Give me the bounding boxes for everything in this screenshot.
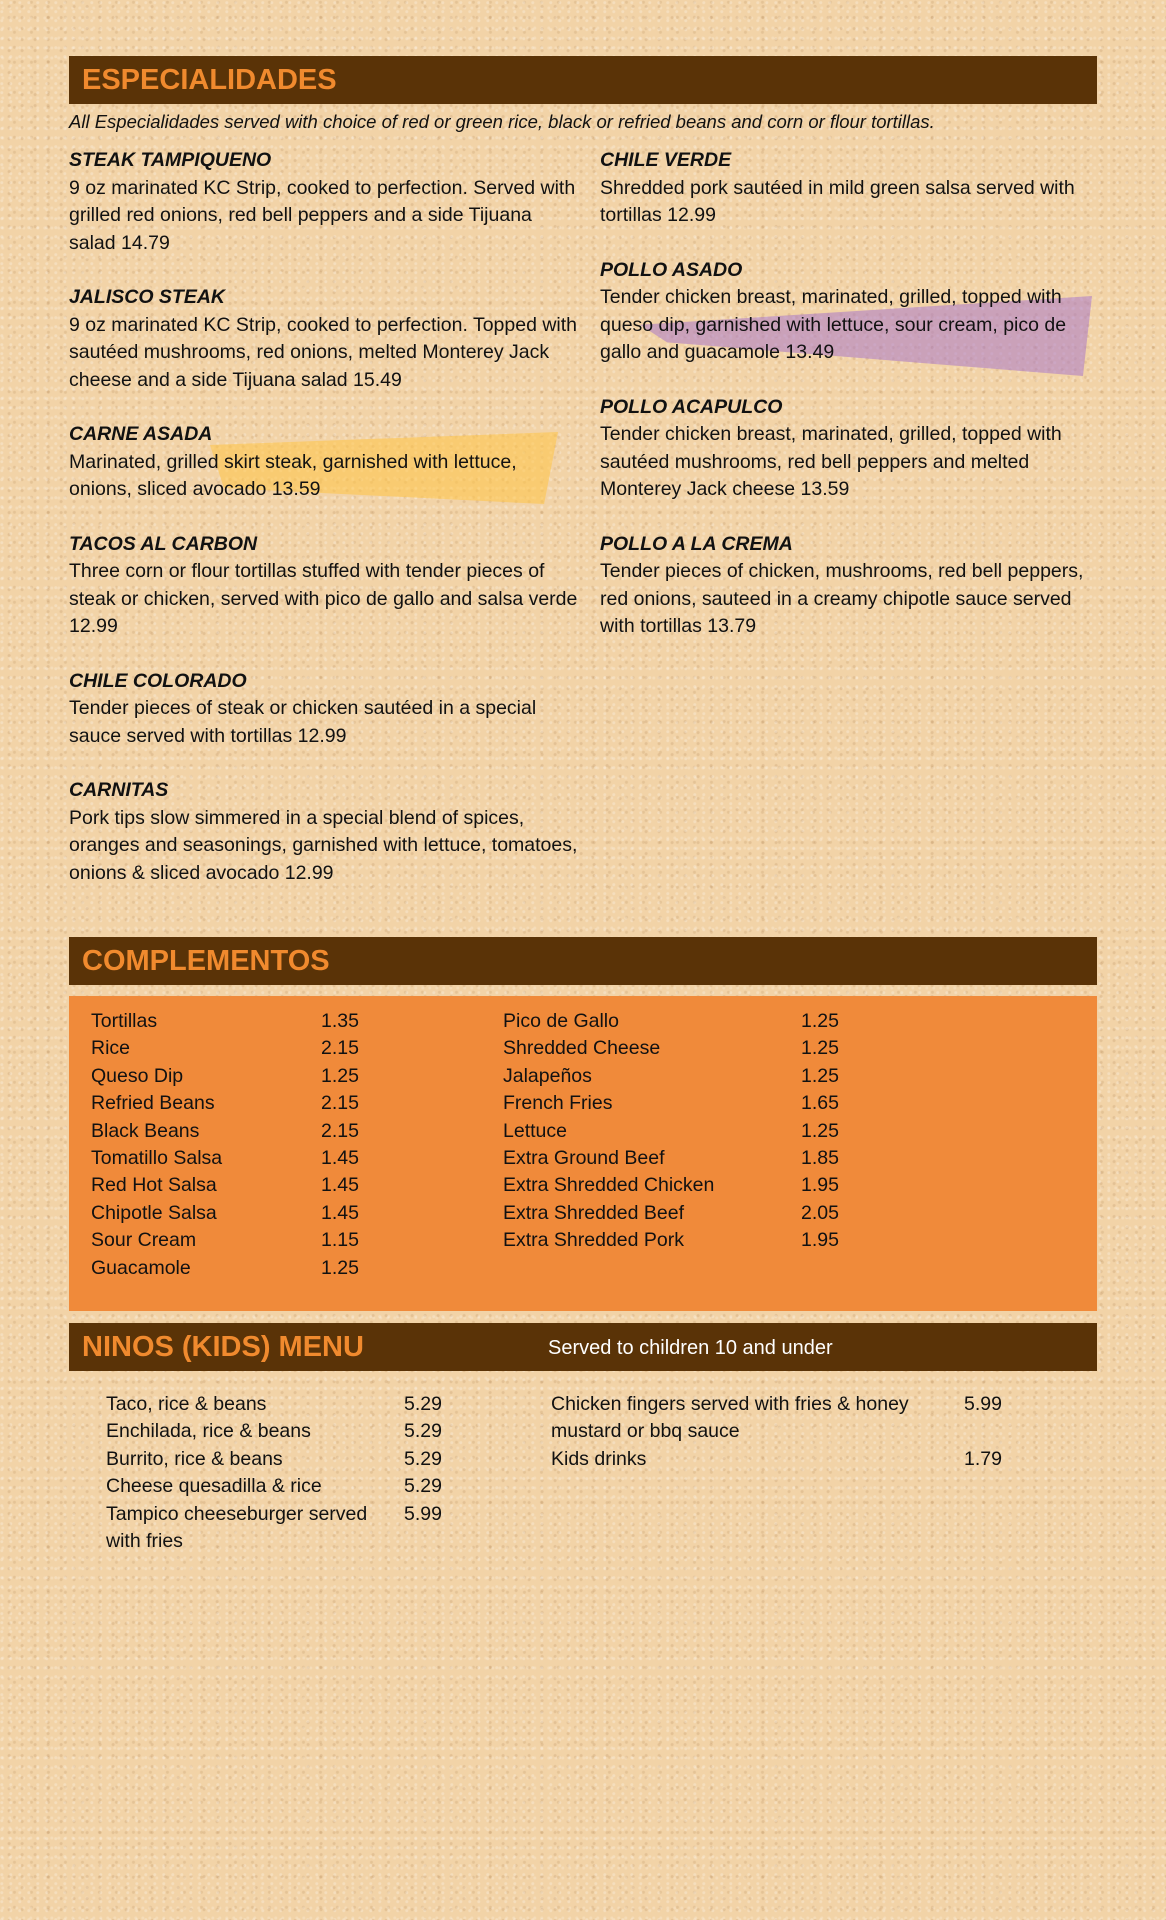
list-item (91, 1035, 359, 1062)
item-price: 1.15 (321, 1229, 359, 1252)
item-name: Lettuce (503, 1119, 567, 1142)
item-price: 1.85 (801, 1146, 839, 1169)
item-price: 1.35 (321, 1010, 359, 1032)
dish-item (69, 668, 579, 751)
dish-item (69, 777, 579, 887)
item-name: Extra Shredded Chicken (503, 1174, 715, 1197)
dish-name: CARNE ASADA (69, 423, 213, 445)
list-item (503, 1008, 839, 1035)
dish-name: POLLO A LA CREMA (600, 532, 793, 555)
dish-description: 9 oz marinated KC Strip, cooked to perfection. Served with grilled red onions, red bell peppers and a side Tijuana salad 14.79 (69, 176, 576, 254)
dish-description: Pork tips slow simmered in a special blend of spices, oranges and seasonings, garnished with lettuce, tomatoes, onions & sliced avocado 12.99 (69, 806, 578, 884)
item-price: 2.05 (801, 1201, 839, 1224)
dish-description: Shredded pork sautéed in mild green salsa served with tortillas 12.99 (600, 176, 1075, 226)
dish-name: POLLO ASADO (600, 258, 743, 281)
especialidades-title: ESPECIALIDADES (82, 64, 337, 96)
list-item (551, 1391, 1002, 1446)
item-price: 1.25 (321, 1064, 359, 1087)
list-item (503, 1063, 839, 1090)
list-item (91, 1090, 359, 1117)
dish-item (600, 257, 1110, 367)
item-price: 2.15 (321, 1037, 359, 1060)
item-name: Extra Shredded Pork (503, 1229, 685, 1252)
dish-name: TACOS AL CARBON (69, 532, 258, 555)
item-name: Chipotle Salsa (91, 1201, 217, 1224)
item-name: Red Hot Salsa (91, 1174, 217, 1197)
item-price: 1.79 (964, 1447, 1002, 1470)
list-item (106, 1501, 442, 1556)
list-item (106, 1391, 442, 1418)
dish-name: POLLO ACAPULCO (600, 395, 783, 418)
dish-description: Tender chicken breast, marinated, grilled, topped with queso dip, garnished with lettuce, sour cream, pico de gallo and guacamole 13.49 (600, 286, 1067, 363)
item-name: Guacamole (91, 1256, 191, 1279)
item-price: 1.95 (801, 1174, 839, 1197)
item-price: 1.25 (321, 1256, 359, 1279)
list-item (503, 1172, 839, 1199)
item-price: 1.65 (801, 1092, 839, 1115)
dish-description: Tender chicken breast, marinated, grilled, topped with sautéed mushrooms, red bell peppers and melted Monterey Jack cheese 13.59 (600, 423, 1062, 500)
list-item (503, 1035, 839, 1062)
list-item (91, 1227, 359, 1254)
kids-left-list (106, 1391, 442, 1555)
kids-menu-subtitle: Served to children 10 and under (548, 1337, 833, 1359)
item-name: Sour Cream (91, 1229, 197, 1252)
kids-right-list (551, 1391, 1002, 1473)
dish-name: STEAK TAMPIQUENO (69, 149, 272, 171)
dish-item (69, 147, 579, 257)
item-name: Extra Shredded Beef (503, 1201, 685, 1224)
item-price: 5.29 (404, 1447, 442, 1470)
item-name: Extra Ground Beef (503, 1146, 665, 1169)
complementos-title: COMPLEMENTOS (82, 945, 330, 977)
item-price: 5.99 (404, 1502, 442, 1525)
item-name: Black Beans (91, 1119, 200, 1142)
list-item (91, 1255, 359, 1282)
dish-item (600, 147, 1110, 230)
list-item (91, 1200, 359, 1227)
item-price: 5.29 (404, 1475, 442, 1498)
dish-item (69, 421, 579, 504)
dish-name: JALISCO STEAK (69, 286, 226, 308)
dish-description: Tender pieces of chicken, mushrooms, red bell peppers, red onions, sauteed in a creamy chipotle sauce served with tortillas 13.79 (600, 560, 1084, 637)
item-price: 5.99 (964, 1393, 1002, 1415)
dish-description: Three corn or flour tortillas stuffed with tender pieces of steak or chicken, served with pico de gallo and salsa verde 12.99 (69, 560, 578, 637)
dish-name: CARNITAS (69, 779, 169, 801)
item-name: Rice (91, 1037, 131, 1060)
dish-item (600, 394, 1110, 504)
dish-name: CHILE VERDE (600, 149, 732, 171)
item-price: 2.15 (321, 1092, 359, 1115)
list-item (503, 1200, 839, 1227)
complementos-right-list (503, 1008, 839, 1255)
dish-description: Tender pieces of steak or chicken sautéed in a special sauce served with tortillas 12.99 (69, 697, 537, 747)
item-name: Chicken fingers served with fries & honey mustard or bbq sauce (551, 1393, 909, 1443)
item-name: Queso Dip (91, 1064, 184, 1087)
item-name: Tomatillo Salsa (91, 1146, 223, 1169)
list-item (106, 1473, 442, 1500)
dish-name: CHILE COLORADO (69, 669, 247, 692)
item-price: 5.29 (404, 1393, 442, 1415)
item-price: 1.25 (801, 1064, 839, 1087)
especialidades-right-column (600, 147, 1110, 668)
especialidades-intro: All Especialidades served with choice of red or green rice, black or refried beans and corn or flour tortillas. (69, 111, 935, 132)
item-name: Kids drinks (551, 1447, 647, 1470)
list-item (503, 1145, 839, 1172)
item-price: 1.95 (801, 1229, 839, 1252)
list-item (106, 1418, 442, 1445)
item-name: Enchilada, rice & beans (106, 1420, 311, 1443)
list-item (503, 1090, 839, 1117)
item-name: Tampico cheeseburger served with fries (106, 1502, 368, 1553)
item-name: Shredded Cheese (503, 1037, 661, 1060)
complementos-left-list (91, 1008, 359, 1282)
especialidades-header (69, 56, 1097, 104)
item-name: French Fries (503, 1092, 613, 1115)
item-name: Tortillas (91, 1010, 158, 1032)
list-item (91, 1063, 359, 1090)
especialidades-left-column (69, 147, 579, 914)
item-name: Burrito, rice & beans (106, 1447, 283, 1470)
kids-menu-title: NINOS (KIDS) MENU (82, 1331, 364, 1363)
list-item (91, 1172, 359, 1199)
item-price: 1.25 (801, 1037, 839, 1060)
item-name: Jalapeños (503, 1064, 592, 1087)
dish-item (600, 531, 1110, 641)
list-item (503, 1227, 839, 1254)
item-price: 1.45 (321, 1146, 359, 1169)
dish-description: Marinated, grilled skirt steak, garnished with lettuce, onions, sliced avocado 13.59 (69, 450, 517, 500)
item-price: 2.15 (321, 1119, 359, 1142)
list-item (91, 1008, 359, 1035)
list-item (91, 1145, 359, 1172)
dish-description: 9 oz marinated KC Strip, cooked to perfection. Topped with sautéed mushrooms, red onions, melted Monterey Jack cheese and a side Tijuana salad 15.49 (69, 313, 578, 391)
item-name: Taco, rice & beans (106, 1393, 267, 1415)
kids-menu-header (69, 1323, 1097, 1371)
dish-item (69, 284, 579, 394)
item-price: 1.25 (801, 1010, 839, 1032)
item-price: 1.45 (321, 1201, 359, 1224)
item-name: Refried Beans (91, 1092, 215, 1115)
list-item (551, 1446, 1002, 1473)
list-item (91, 1118, 359, 1145)
item-price: 1.45 (321, 1174, 359, 1197)
complementos-header (69, 937, 1097, 985)
list-item (106, 1446, 442, 1473)
item-name: Cheese quesadilla & rice (106, 1475, 322, 1498)
item-name: Pico de Gallo (503, 1010, 619, 1032)
item-price: 1.25 (801, 1119, 839, 1142)
dish-item (69, 531, 579, 641)
list-item (503, 1118, 839, 1145)
item-price: 5.29 (404, 1420, 442, 1443)
